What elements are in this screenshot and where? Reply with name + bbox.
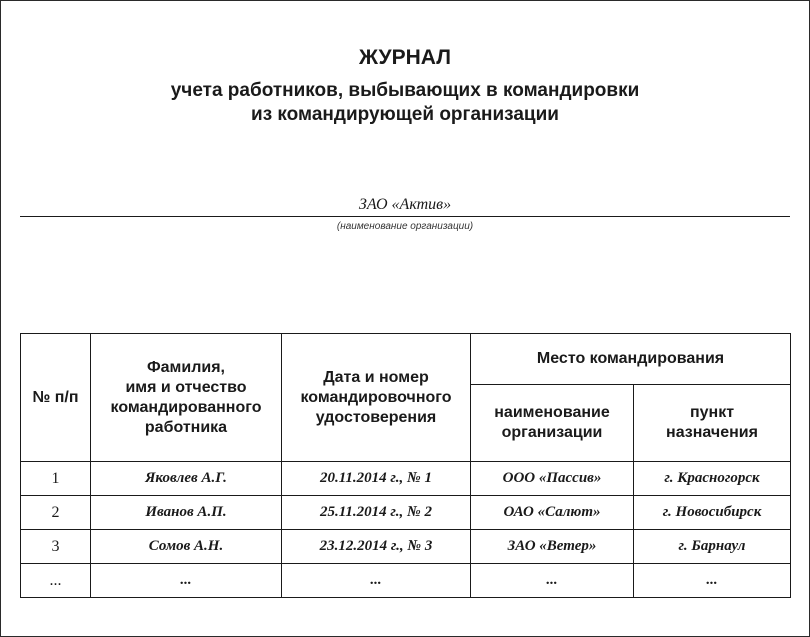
- row-org: ...: [471, 564, 634, 598]
- page-subtitle-line2: из командирующей организации: [251, 104, 559, 125]
- row-cert: 25.11.2014 г., № 2: [282, 496, 471, 530]
- row-org: ООО «Пассив»: [471, 462, 634, 496]
- row-cert: 20.11.2014 г., № 1: [282, 462, 471, 496]
- row-num: 1: [21, 462, 91, 496]
- organization-name: ЗАО «Актив»: [358, 196, 452, 213]
- row-cert: ...: [282, 564, 471, 598]
- table-row: [21, 530, 791, 564]
- header-num: № п/п: [21, 334, 91, 462]
- row-name: Яковлев А.Г.: [91, 462, 282, 496]
- header-certificate: Дата и номер командировочного удостоверения: [282, 334, 471, 462]
- row-point: ...: [634, 564, 791, 598]
- row-name: Иванов А.П.: [91, 496, 282, 530]
- row-point: г. Красногорск: [634, 462, 791, 496]
- organization-underline: [20, 216, 790, 217]
- header-place-org: наименование организации: [471, 385, 634, 462]
- row-name: Сомов А.Н.: [91, 530, 282, 564]
- page-subtitle-line1: учета работников, выбывающих в командировки: [170, 80, 640, 101]
- row-org: ОАО «Салют»: [471, 496, 634, 530]
- row-name: ...: [91, 564, 282, 598]
- table-row: [21, 564, 791, 598]
- organization-caption: (наименование организации): [336, 221, 474, 232]
- header-place-point: пункт назначения: [634, 385, 791, 462]
- header-place: Место командирования: [471, 334, 791, 385]
- table-row: [21, 496, 791, 530]
- header-employee: Фамилия, имя и отчество командированного работника: [91, 334, 282, 462]
- row-num: 2: [21, 496, 91, 530]
- row-org: ЗАО «Ветер»: [471, 530, 634, 564]
- row-num: 3: [21, 530, 91, 564]
- table-row: [21, 462, 791, 496]
- journal-table: [20, 333, 791, 598]
- row-point: г. Новосибирск: [634, 496, 791, 530]
- page-title: ЖУРНАЛ: [359, 46, 451, 69]
- row-cert: 23.12.2014 г., № 3: [282, 530, 471, 564]
- row-point: г. Барнаул: [634, 530, 791, 564]
- row-num: ...: [21, 564, 91, 598]
